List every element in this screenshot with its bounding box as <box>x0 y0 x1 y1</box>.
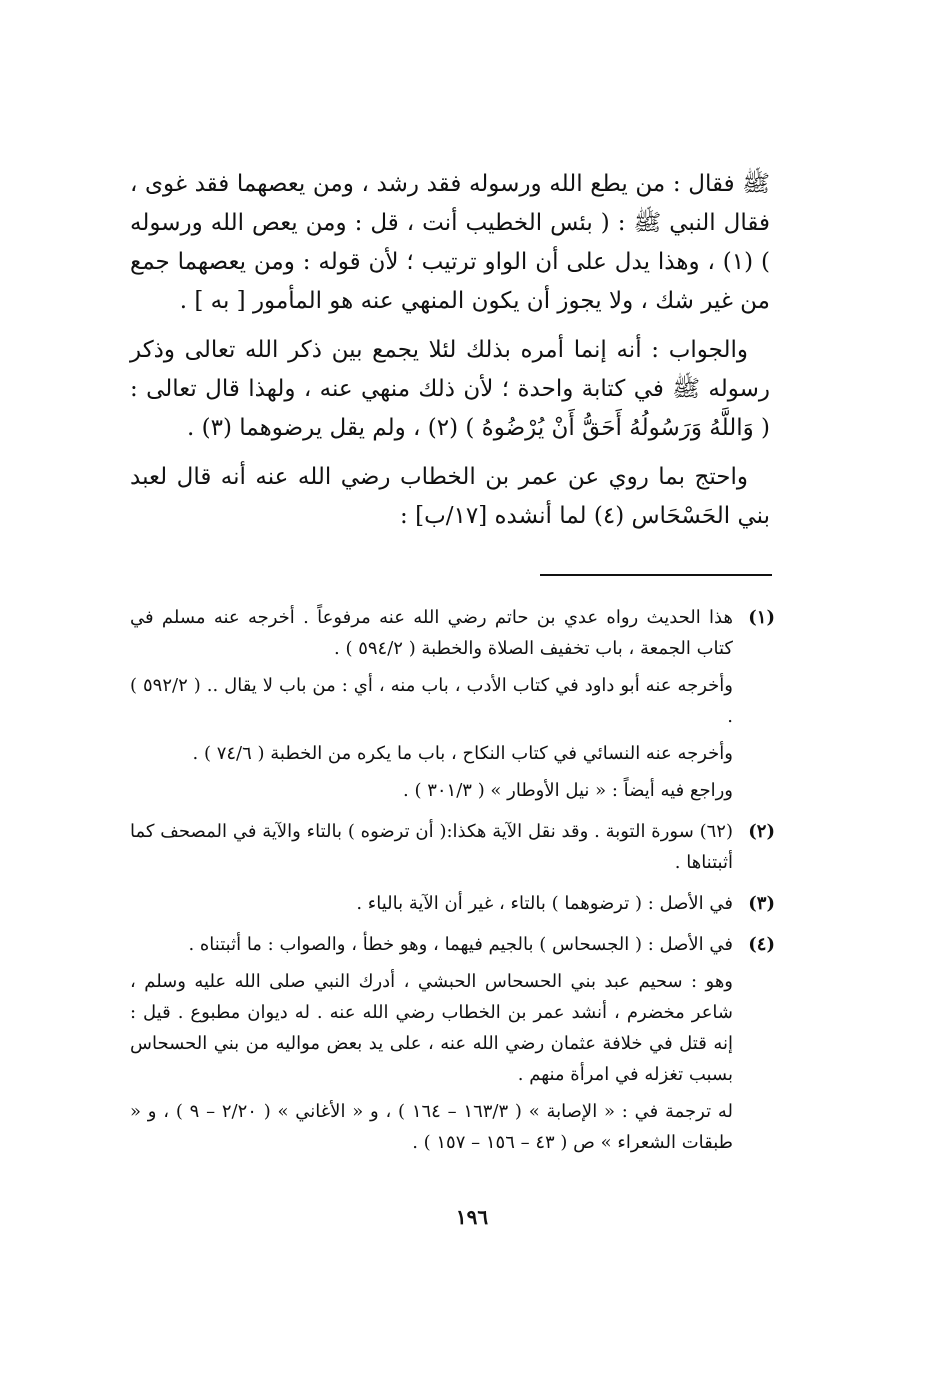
footnote-separator <box>540 574 772 576</box>
footnote-text: له ترجمة في : « الإصابة » ( ١٦٣/٣ – ١٦٤ ) ، و « الأغاني » ( ٢/٢٠ – ٩ ) ، و « طبقات الشعراء » ص ( ٤٣ – ١٥٦ – ١٥٧ ) . <box>130 1101 733 1153</box>
paragraph-1 <box>130 165 770 321</box>
line: والجواب : أنه إنما أمره بذلك لئلا يجمع بين ذكر الله تعالى وذكر <box>130 337 748 363</box>
main-text <box>130 165 770 546</box>
footnote-number: (٢) <box>748 821 775 842</box>
page-number: ١٩٦ <box>455 1205 489 1229</box>
footnote-text: هذا الحديث رواه عدي بن حاتم رضي الله عنه مرفوعاً . أخرجه عنه مسلم في كتاب الجمعة ، باب تخفيف الصلاة والخطبة ( ٥٩٤/٢ ) . <box>130 607 733 659</box>
footnote-text: وهو : سحيم عبد بني الحسحاس الحبشي ، أدرك النبي صلى الله عليه وسلم ، شاعر مخضرم ، أنشد عمر بن الخطاب رضي الله عنه . له ديوان مطبوع . قيل : إنه قتل في خلافة عثمان رضي الله عنه ، على يد بعض مواليه من بني الحسحاس بسبب تغزله في امرأة منهم . <box>130 971 733 1085</box>
footnote-text: وأخرجه عنه النسائي في كتاب النكاح ، باب ما يكره من الخطبة ( ٧٤/٦ ) . <box>192 743 733 764</box>
paragraph-3 <box>130 458 770 536</box>
footnote-body <box>130 816 733 884</box>
footnote-number: (١) <box>748 607 775 628</box>
line: وهذا يدل على أن الواو ترتيب ؛ لأن قوله : ومن يعصهما جمع من غير <box>130 249 770 314</box>
footnote-number: (٤) <box>748 934 775 955</box>
line: فقال النبي ﷺ : ( بئس الخطيب أنت ، قل : ومن يعص الله ورسوله ) (١) ، <box>130 210 770 275</box>
line: ( وَاللَّهُ وَرَسُولُهُ أَحَقُّ أَنْ يُرْضُوهُ ) (٢) ، ولم يقل يرضوهما (٣) . <box>187 415 770 441</box>
line: رسوله ﷺ في كتابة واحدة ؛ لأن ذلك منهي عنه ، ولهذا قال تعالى : <box>130 376 770 402</box>
footnote-3 <box>130 888 775 925</box>
line: ﷺ فقال : من يطع الله ورسوله فقد رشد ، ومن يعصهما فقد غوى ، <box>130 171 770 197</box>
footnote-text: وأخرجه عنه أبو داود في كتاب الأدب ، باب منه ، أي : من باب لا يقال .. ( ٥٩٢/٢ ) . <box>130 675 733 727</box>
footnote-text: في الأصل : ( الجسحاس ) بالجيم فيهما ، وهو خطأ ، والصواب : ما أثبتناه . <box>188 934 733 955</box>
footnote-number: (٣) <box>748 893 775 914</box>
footnotes <box>130 602 775 1168</box>
footnote-text: في الأصل : ( ترضوهما ) بالتاء ، غير أن الآية بالياء . <box>356 893 733 914</box>
footnote-text: (٦٢) سورة التوبة . وقد نقل الآية هكذا:( أن ترضوه ) بالتاء والآية في المصحف كما أثبتناها . <box>130 821 733 873</box>
footnote-body <box>130 888 733 925</box>
footnote-2 <box>130 816 775 884</box>
line: شك ، ولا يجوز أن يكون المنهي عنه هو المأمور [ به ] . <box>179 288 694 314</box>
line: واحتج بما روي عن عمر بن الخطاب رضي الله عنه أنه قال لعبد بني <box>130 464 770 529</box>
footnote-body <box>130 602 733 812</box>
footnote-body <box>130 929 733 1164</box>
footnote-text: وراجع فيه أيضاً : « نيل الأوطار » ( ٣٠١/٣ ) . <box>403 780 733 801</box>
footnote-1 <box>130 602 775 812</box>
line: الحَسْحَاس (٤) لما أنشده [١٧/ب] : <box>400 503 731 529</box>
paragraph-2 <box>130 331 770 448</box>
footnote-4 <box>130 929 775 1164</box>
